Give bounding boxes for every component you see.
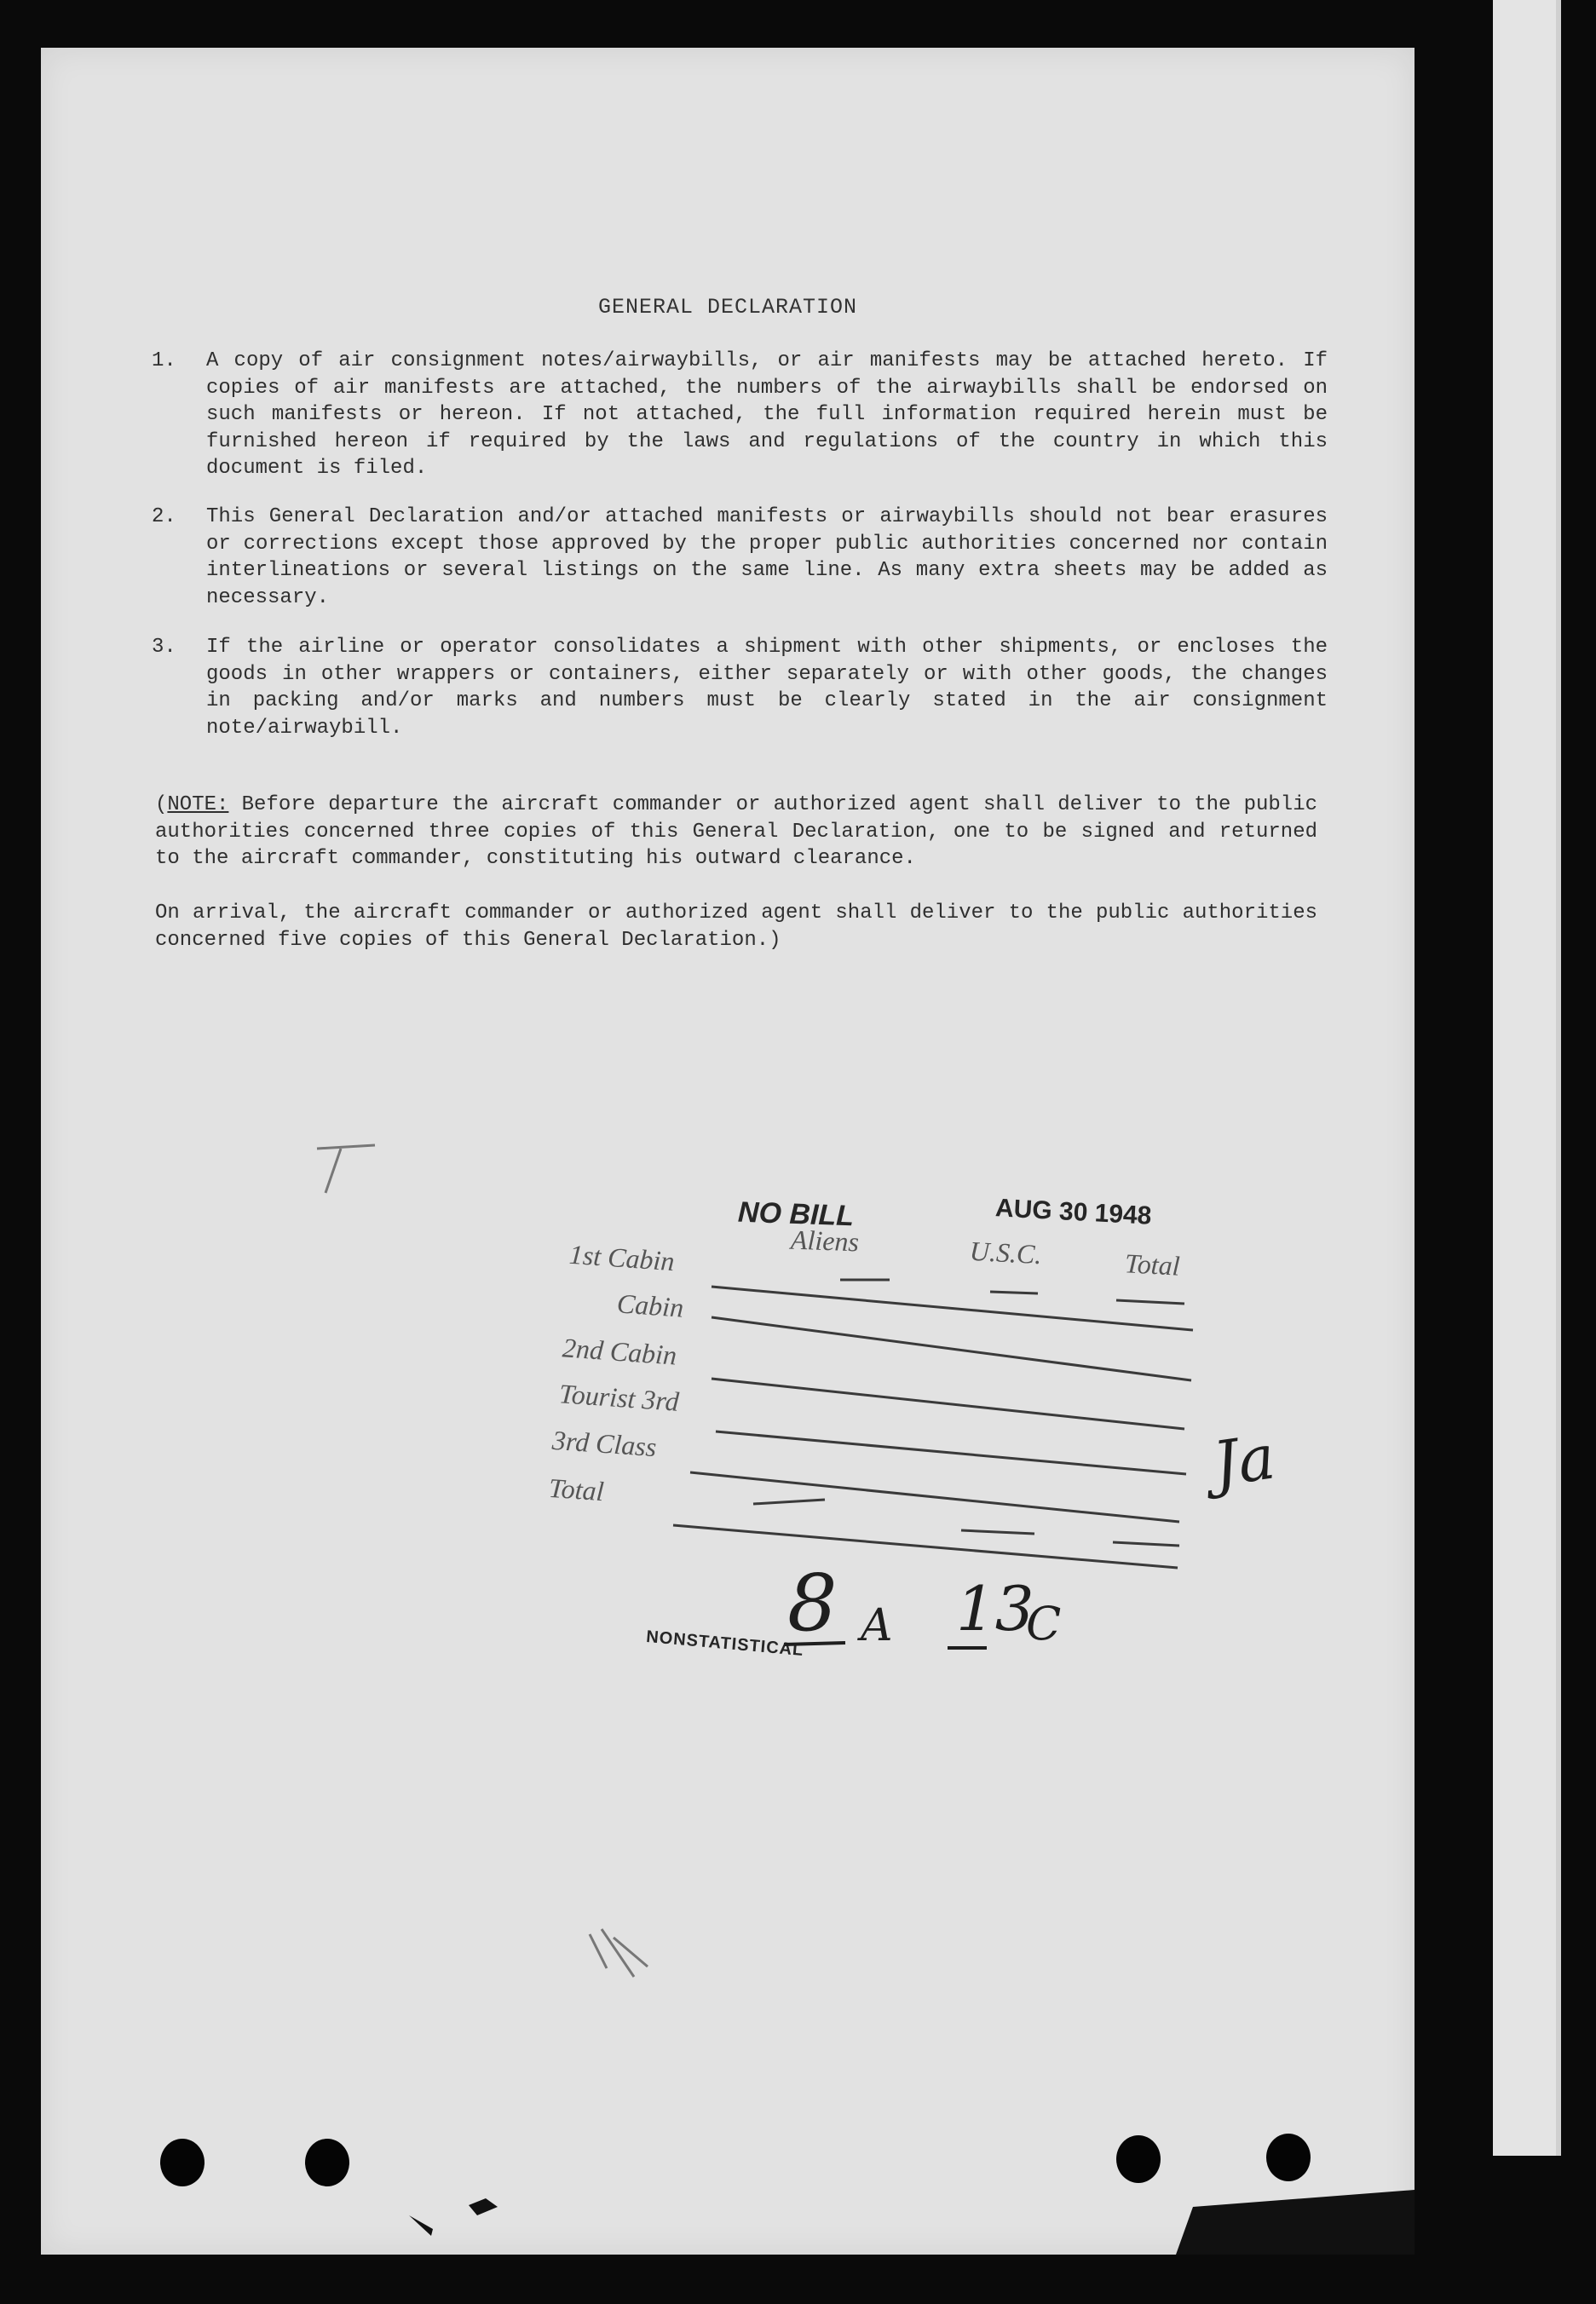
edge-mark xyxy=(469,2198,498,2215)
no-bill-stamp: NO BILL xyxy=(737,1195,855,1233)
row-total: Total xyxy=(547,1472,605,1507)
item-text: This General Declaration and/or attached manifests or airwaybills should not bear erasures or corrections except those approved by the proper public authorities concerned nor contain interlineations or several listings on the same line. As many extra sheets may be added as necessary. xyxy=(206,505,1328,609)
document-title: GENERAL DECLARATION xyxy=(597,295,858,320)
column-aliens: Aliens xyxy=(790,1224,860,1258)
handwritten-initials: Ja xyxy=(1208,1420,1280,1500)
date-stamp: AUG 30 1948 xyxy=(994,1194,1153,1230)
rule-line xyxy=(712,1317,1191,1380)
total-dash xyxy=(1113,1542,1179,1546)
handwritten-count-a: 8 xyxy=(787,1558,838,1649)
note-paragraph: (NOTE: Before departure the aircraft commander or authorized agent shall deliver to the public authorities concerned three copies of this General Declaration, one to be signed and returned to the aircraft commander, constituting his outward clearance. xyxy=(155,793,1317,870)
torn-edge xyxy=(1176,2190,1415,2255)
rule-line xyxy=(712,1379,1184,1429)
rule-line xyxy=(712,1287,1193,1330)
handwritten-underline xyxy=(784,1643,845,1644)
item-number: 3. xyxy=(152,636,176,659)
arrival-paragraph: On arrival, the aircraft commander or authorized agent shall deliver to the public authorities concerned five copies of this General Declaration.) xyxy=(155,901,1317,952)
item-text: A copy of air consignment notes/airwaybills, or air manifests may be attached hereto. If copies of air manifests are attached, the numbers of the airwaybills shall be endorsed on such manifests or hereon. If not attached, the full information required herein must be furnished hereon if required by the laws and regulations of the country in which this document is filed. xyxy=(206,349,1328,480)
item-text: If the airline or operator consolidates a shipment with other shipments, or encloses the goods in other wrappers or containers, either separately or with other goods, the changes in packing and/or marks and numbers must be clearly stated in the air consignment note/airwaybill. xyxy=(206,636,1328,740)
rule-line xyxy=(673,1525,1178,1568)
row-tourist-3rd: Tourist 3rd xyxy=(557,1378,680,1417)
item-number: 2. xyxy=(152,505,176,528)
note-label: NOTE: xyxy=(167,793,229,816)
row-cabin: Cabin xyxy=(615,1287,685,1323)
row-2nd-cabin: 2nd Cabin xyxy=(561,1332,678,1371)
item-number: 1. xyxy=(152,349,176,372)
row-1st-cabin: 1st Cabin xyxy=(568,1238,676,1277)
faint-stroke xyxy=(590,1929,648,1977)
total-dash xyxy=(961,1530,1034,1534)
nonstatistical-stamp: NONSTATISTICAL xyxy=(645,1627,805,1661)
rule-line xyxy=(716,1431,1186,1474)
row-3rd-class: 3rd Class xyxy=(550,1424,658,1463)
column-dash xyxy=(990,1292,1038,1293)
rule-line xyxy=(690,1472,1179,1522)
edge-mark xyxy=(409,2215,433,2236)
column-total: Total xyxy=(1124,1247,1181,1282)
faint-stroke xyxy=(317,1145,375,1193)
column-dash xyxy=(1116,1300,1184,1304)
handwritten-count-c: 13 xyxy=(956,1573,1034,1644)
handwritten-letter-a: A xyxy=(861,1600,893,1651)
column-usc: U.S.C. xyxy=(969,1235,1043,1270)
handwritten-letter-c: C xyxy=(1026,1597,1062,1650)
total-dash xyxy=(753,1500,825,1504)
